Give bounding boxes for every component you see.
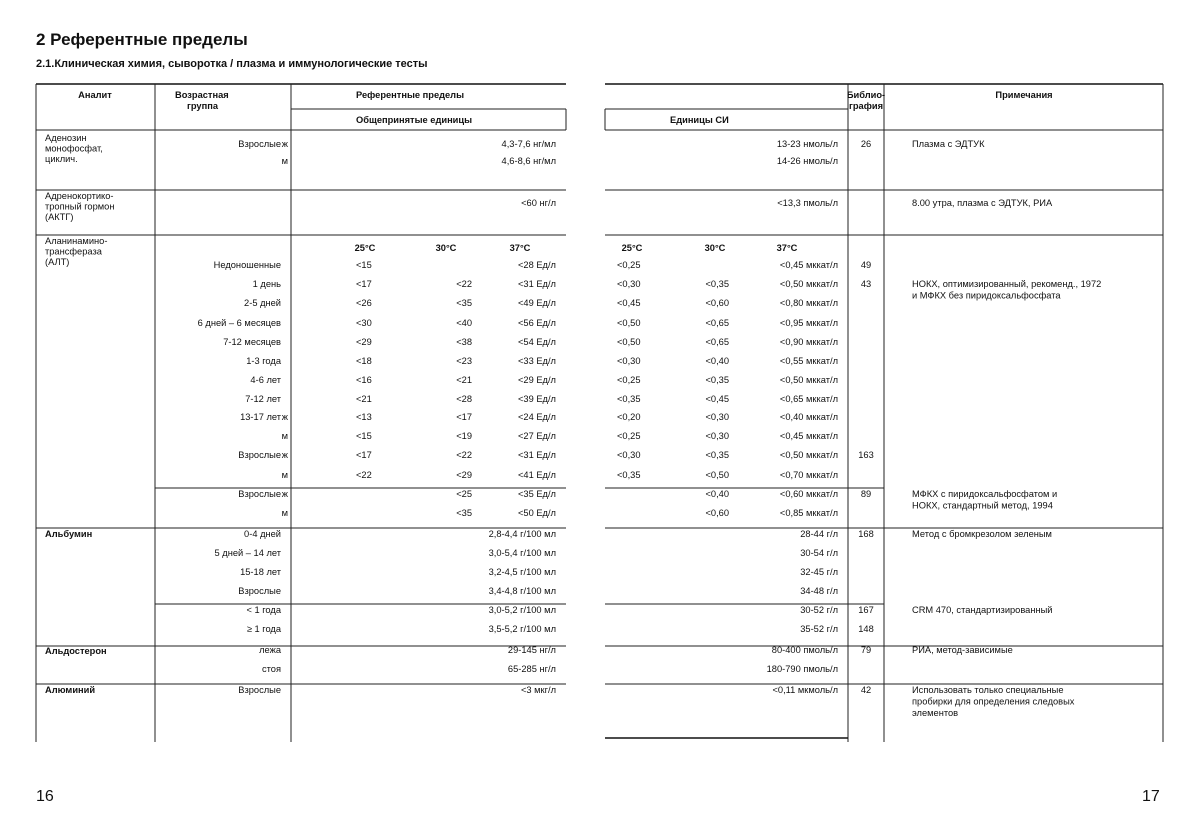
age-group: стоя bbox=[261, 664, 281, 674]
conv-value-25: <15 bbox=[356, 431, 372, 441]
si-value-37: <0,80 мккат/л bbox=[779, 298, 838, 308]
age-group: Взрослые bbox=[238, 586, 281, 596]
analyte-name: монофосфат, bbox=[45, 143, 103, 154]
temp-header-25: 25°C bbox=[621, 243, 643, 253]
conv-value-30: <22 bbox=[456, 279, 472, 289]
si-value-37: <0,45 мккат/л bbox=[779, 431, 838, 441]
analyte-name: Аденозин bbox=[45, 133, 87, 143]
conv-value-25: <26 bbox=[356, 298, 372, 308]
si-value-30: <0,60 bbox=[705, 298, 729, 308]
si-value-37: <0,90 мккат/л bbox=[779, 337, 838, 347]
note-text: пробирки для определения следовых bbox=[912, 696, 1075, 707]
si-value-30: <0,40 bbox=[705, 489, 729, 499]
si-value-37: <0,45 мккат/л bbox=[779, 260, 838, 270]
conv-value-25: <22 bbox=[356, 470, 372, 480]
conv-value-37: <39 Ед/л bbox=[518, 394, 556, 404]
header-si-units: Единицы СИ bbox=[670, 115, 729, 125]
si-value-25: <0,50 bbox=[617, 318, 641, 328]
bibliography-ref: 163 bbox=[858, 450, 874, 460]
analyte-name: Альбумин bbox=[45, 529, 93, 539]
age-group: 4-6 лет bbox=[250, 375, 281, 385]
conv-value-30: <22 bbox=[456, 450, 472, 460]
age-group: Взрослые bbox=[238, 685, 281, 695]
conv-value-37: <33 Ед/л bbox=[518, 356, 556, 366]
sex-marker: м bbox=[281, 508, 288, 518]
sex-marker: м bbox=[281, 156, 288, 166]
conv-value-25: <17 bbox=[356, 450, 372, 460]
conv-value-37: <49 Ед/л bbox=[518, 298, 556, 308]
conv-value-37: <35 Ед/л bbox=[518, 489, 556, 499]
si-value-30: <0,35 bbox=[705, 375, 729, 385]
si-value-30: <0,30 bbox=[705, 431, 729, 441]
conv-value-30: <28 bbox=[456, 394, 472, 404]
age-group: Взрослые bbox=[238, 450, 281, 460]
analyte-name: циклич. bbox=[45, 154, 78, 164]
si-value-30: <0,65 bbox=[705, 318, 729, 328]
conv-value-30: <17 bbox=[456, 412, 472, 422]
bibliography-ref: 168 bbox=[858, 529, 874, 539]
si-value-30: <0,65 bbox=[705, 337, 729, 347]
sex-marker: ж bbox=[281, 139, 288, 149]
si-value-37: 28-44 г/л bbox=[800, 529, 838, 539]
age-group: 2-5 дней bbox=[244, 298, 281, 308]
header-age-group: Возрастная bbox=[175, 90, 229, 100]
conv-value-25: <21 bbox=[356, 394, 372, 404]
conv-value-30: <38 bbox=[456, 337, 472, 347]
note-text: НОКХ, стандартный метод, 1994 bbox=[912, 500, 1053, 511]
si-value-37: <13,3 пмоль/л bbox=[777, 198, 838, 208]
analyte-name: (АКТГ) bbox=[45, 212, 74, 222]
page-number-left: 16 bbox=[36, 788, 54, 805]
analyte-name: тропный гормон bbox=[45, 201, 115, 212]
si-value-37: <0,60 мккат/л bbox=[779, 489, 838, 499]
analyte-name: Аланинамино- bbox=[45, 236, 108, 246]
header-notes: Примечания bbox=[995, 90, 1053, 100]
age-group: 1 день bbox=[252, 279, 281, 289]
sex-marker: м bbox=[281, 431, 288, 441]
conv-value-30: <23 bbox=[456, 356, 472, 366]
age-group: лежа bbox=[259, 645, 281, 655]
temp-header-37: 37°C bbox=[776, 243, 798, 253]
conv-value-37: 3,0-5,2 г/100 мл bbox=[488, 605, 556, 615]
si-value-25: <0,50 bbox=[617, 337, 641, 347]
si-value-37: 30-54 г/л bbox=[800, 548, 838, 558]
temp-header-37: 37°C bbox=[509, 243, 531, 253]
conv-value-30: <35 bbox=[456, 298, 472, 308]
note-text: РИА, метод-зависимые bbox=[912, 645, 1013, 655]
age-group: 7-12 месяцев bbox=[223, 337, 281, 347]
conv-value-37: 3,2-4,5 г/100 мл bbox=[488, 567, 556, 577]
si-value-25: <0,30 bbox=[617, 356, 641, 366]
si-value-30: <0,30 bbox=[705, 412, 729, 422]
conv-value-37: 4,6-8,6 нг/мл bbox=[501, 156, 556, 166]
analyte-name: трансфераза bbox=[45, 246, 102, 257]
si-value-37: <0,85 мккат/л bbox=[779, 508, 838, 518]
conv-value-30: <29 bbox=[456, 470, 472, 480]
si-value-25: <0,35 bbox=[617, 394, 641, 404]
si-value-30: <0,60 bbox=[705, 508, 729, 518]
header-bibliography: Библио- bbox=[846, 90, 886, 100]
sex-marker: ж bbox=[281, 412, 288, 422]
bibliography-ref: 89 bbox=[860, 489, 872, 499]
analyte-name: Алюминий bbox=[45, 685, 96, 695]
conv-value-37: 65-285 нг/л bbox=[507, 664, 556, 674]
age-group: Недоношенные bbox=[213, 260, 281, 270]
si-value-37: <0,11 мкмоль/л bbox=[772, 685, 838, 695]
conv-value-37: <27 Ед/л bbox=[518, 431, 556, 441]
conv-value-37: 29-145 нг/л bbox=[507, 645, 556, 655]
si-value-30: <0,35 bbox=[705, 279, 729, 289]
si-value-30: <0,35 bbox=[705, 450, 729, 460]
si-value-37: <0,50 мккат/л bbox=[779, 375, 838, 385]
age-group: Взрослые bbox=[238, 139, 281, 149]
conv-value-37: <24 Ед/л bbox=[518, 412, 556, 422]
note-text: CRM 470, стандартизированный bbox=[912, 605, 1053, 615]
si-value-37: <0,55 мккат/л bbox=[779, 356, 838, 366]
conv-value-37: <3 мкг/л bbox=[520, 685, 556, 695]
conv-value-37: <31 Ед/л bbox=[518, 450, 556, 460]
si-value-37: 34-48 г/л bbox=[800, 586, 838, 596]
note-text: 8.00 утра, плазма с ЭДТУК, РИА bbox=[912, 198, 1053, 208]
note-text: и МФКХ без пиридоксальфосфата bbox=[912, 290, 1061, 301]
bibliography-ref: 42 bbox=[860, 685, 872, 695]
conv-value-30: <25 bbox=[456, 489, 472, 499]
si-value-30: <0,40 bbox=[705, 356, 729, 366]
bibliography-ref: 148 bbox=[858, 624, 874, 634]
conv-value-30: <21 bbox=[456, 375, 472, 385]
conv-value-37: <56 Ед/л bbox=[518, 318, 556, 328]
note-text: НОКХ, оптимизированный, рекоменд., 1972 bbox=[912, 279, 1102, 289]
section-subtitle: 2.1.Клиническая химия, сыворотка / плазма и иммунологические тесты bbox=[36, 58, 428, 70]
note-text: Метод с бромкрезолом зеленым bbox=[912, 529, 1052, 539]
si-value-30: <0,50 bbox=[705, 470, 729, 480]
note-text: МФКХ с пиридоксальфосфатом и bbox=[912, 489, 1058, 499]
analyte-name: (АЛТ) bbox=[45, 257, 70, 267]
header-ref-limits: Референтные пределы bbox=[356, 90, 465, 100]
bibliography-ref: 43 bbox=[860, 279, 872, 289]
conv-value-30: <19 bbox=[456, 431, 472, 441]
si-value-37: <0,50 мккат/л bbox=[779, 450, 838, 460]
si-value-25: <0,30 bbox=[617, 279, 641, 289]
bibliography-ref: 79 bbox=[860, 645, 872, 655]
header-analyte: Аналит bbox=[78, 90, 112, 100]
si-value-37: 180-790 пмоль/л bbox=[766, 664, 838, 674]
si-value-25: <0,25 bbox=[617, 431, 641, 441]
si-value-25: <0,20 bbox=[617, 412, 641, 422]
bibliography-ref: 49 bbox=[860, 260, 872, 270]
bibliography-ref: 167 bbox=[858, 605, 874, 615]
conv-value-37: <28 Ед/л bbox=[518, 260, 556, 270]
si-value-37: <0,70 мккат/л bbox=[779, 470, 838, 480]
page-number-right: 17 bbox=[1142, 788, 1160, 805]
si-value-37: 35-52 г/л bbox=[800, 624, 838, 634]
header-bibliography: графия bbox=[849, 101, 883, 111]
age-group: 13-17 лет bbox=[240, 412, 281, 422]
si-value-37: 13-23 нмоль/л bbox=[776, 139, 838, 149]
sex-marker: ж bbox=[281, 450, 288, 460]
age-group: 15-18 лет bbox=[240, 567, 281, 577]
age-group: 0-4 дней bbox=[244, 529, 281, 539]
si-value-30: <0,45 bbox=[705, 394, 729, 404]
si-value-25: <0,45 bbox=[617, 298, 641, 308]
conv-value-37: 4,3-7,6 нг/мл bbox=[501, 139, 556, 149]
si-value-37: <0,65 мккат/л bbox=[779, 394, 838, 404]
si-value-25: <0,25 bbox=[617, 375, 641, 385]
conv-value-25: <29 bbox=[356, 337, 372, 347]
conv-value-37: 3,5-5,2 г/100 мл bbox=[488, 624, 556, 634]
conv-value-25: <18 bbox=[356, 356, 372, 366]
bibliography-ref: 26 bbox=[860, 139, 872, 149]
conv-value-37: 2,8-4,4 г/100 мл bbox=[488, 529, 556, 539]
note-text: Использовать только специальные bbox=[912, 685, 1064, 695]
conv-value-30: <35 bbox=[456, 508, 472, 518]
si-value-25: <0,30 bbox=[617, 450, 641, 460]
age-group: Взрослые bbox=[238, 489, 281, 499]
conv-value-37: <50 Ед/л bbox=[518, 508, 556, 518]
age-group: 7-12 лет bbox=[245, 394, 281, 404]
conv-value-25: <13 bbox=[356, 412, 372, 422]
section-title: 2 Референтные пределы bbox=[36, 30, 248, 49]
sex-marker: ж bbox=[281, 489, 288, 499]
sex-marker: м bbox=[281, 470, 288, 480]
si-value-25: <0,25 bbox=[617, 260, 641, 270]
conv-value-25: <17 bbox=[356, 279, 372, 289]
si-value-37: <0,40 мккат/л bbox=[779, 412, 838, 422]
si-value-37: 30-52 г/л bbox=[800, 605, 838, 615]
analyte-name: Адренокортико- bbox=[45, 191, 114, 201]
si-value-37: 14-26 нмоль/л bbox=[776, 156, 838, 166]
conv-value-25: <30 bbox=[356, 318, 372, 328]
analyte-name: Альдостерон bbox=[45, 646, 107, 656]
si-value-37: 80-400 пмоль/л bbox=[771, 645, 838, 655]
conv-value-25: <16 bbox=[356, 375, 372, 385]
conv-value-37: <41 Ед/л bbox=[518, 470, 556, 480]
si-value-25: <0,35 bbox=[617, 470, 641, 480]
note-text: элементов bbox=[912, 708, 959, 718]
header-conventional: Общепринятые единицы bbox=[356, 115, 473, 125]
header-age-group: группа bbox=[187, 101, 219, 111]
conv-value-37: <31 Ед/л bbox=[518, 279, 556, 289]
temp-header-30: 30°C bbox=[435, 243, 457, 253]
si-value-37: 32-45 г/л bbox=[800, 567, 838, 577]
conv-value-37: <60 нг/л bbox=[521, 198, 556, 208]
temp-header-30: 30°C bbox=[704, 243, 726, 253]
age-group: 5 дней – 14 лет bbox=[214, 548, 281, 558]
conv-value-37: 3,4-4,8 г/100 мл bbox=[488, 586, 556, 596]
age-group: 6 дней – 6 месяцев bbox=[197, 318, 281, 328]
conv-value-37: <54 Ед/л bbox=[518, 337, 556, 347]
age-group: < 1 года bbox=[246, 605, 281, 615]
age-group: ≥ 1 года bbox=[246, 624, 281, 634]
age-group: 1-3 года bbox=[246, 356, 281, 366]
temp-header-25: 25°C bbox=[354, 243, 376, 253]
conv-value-37: <29 Ед/л bbox=[518, 375, 556, 385]
si-value-37: <0,95 мккат/л bbox=[779, 318, 838, 328]
conv-value-30: <40 bbox=[456, 318, 472, 328]
conv-value-25: <15 bbox=[356, 260, 372, 270]
conv-value-37: 3,0-5,4 г/100 мл bbox=[488, 548, 556, 558]
si-value-37: <0,50 мккат/л bbox=[779, 279, 838, 289]
note-text: Плазма с ЭДТУК bbox=[912, 139, 985, 149]
